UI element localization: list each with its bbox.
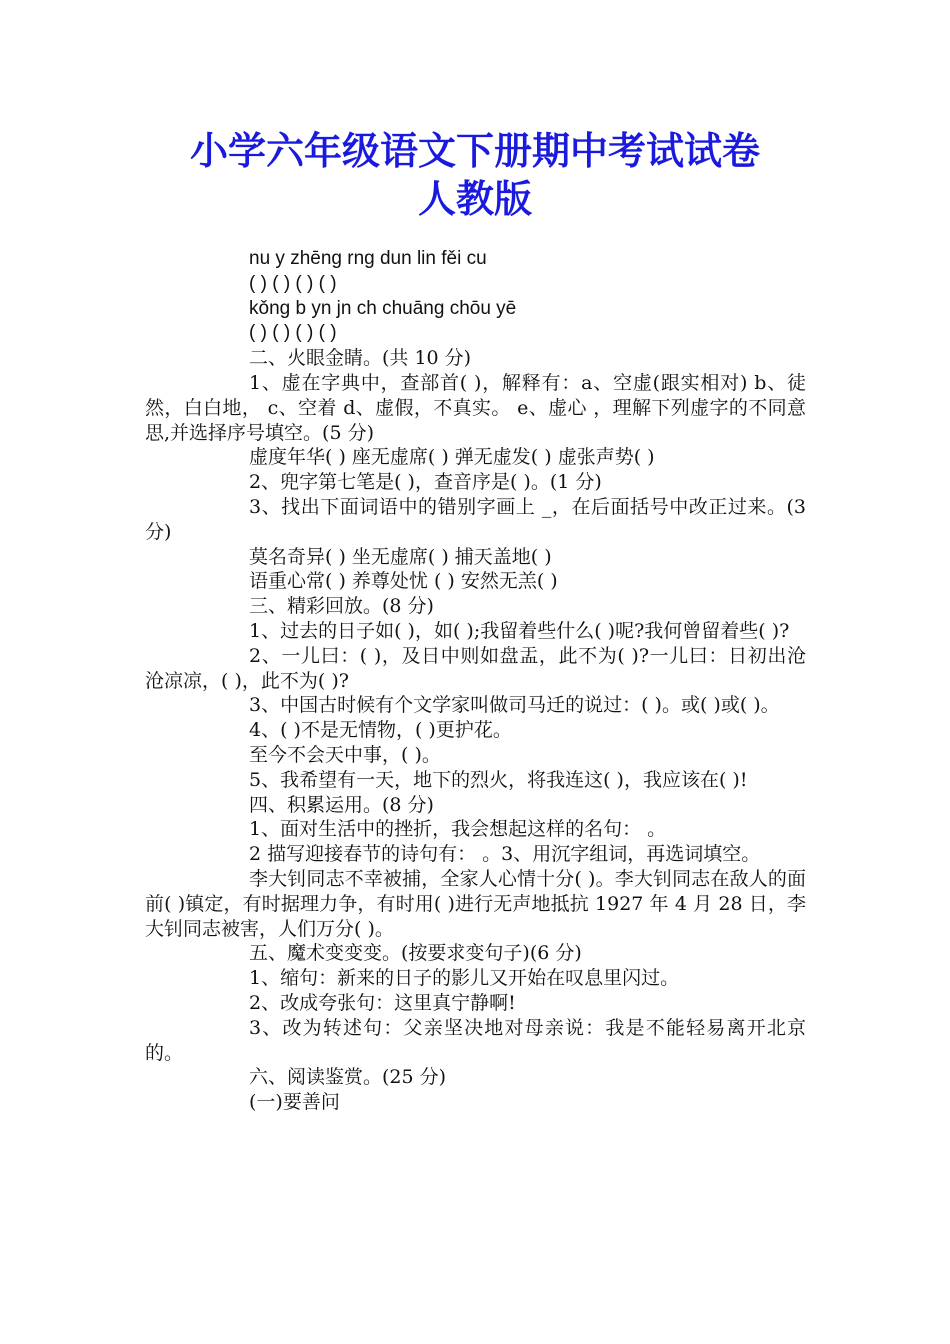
question-4-3-passage: 李大钊同志不幸被捕，全家人心情十分( )。李大钊同志在敌人的面前( )镇定，有时据理力争，有时用( )进行无声地抵抗 1927 年 4 月 28 日，李大钊同志被害，人们万分( )。 [145, 867, 806, 940]
question-2-1: 1、虚在字典中，查部首( )，解释有：a、空虚(跟实相对) b、徒然，白白地， c、空着 d、虚假，不真实。 e、虚心 ，理解下列虚字的不同意思,并选择序号填空。(5 分) [145, 371, 806, 444]
question-2-3: 3、找出下面词语中的错别字画上 _，在后面括号中改正过来。(3 分) [145, 495, 806, 543]
pinyin-line-1: nu y zhēng rng dun lin fěi cu [249, 248, 487, 269]
document-body [145, 247, 806, 1115]
question-2-3-items-a: 莫名奇异( ) 坐无虚席( ) 捕天盖地( ) [249, 545, 552, 568]
answer-brackets-1: ( ) ( ) ( ) ( ) [249, 272, 337, 294]
question-3-2: 2、一儿曰：( )，及日中则如盘盂，此不为( )?一儿曰：日初出沧沧凉凉，( )，此不为( )? [145, 644, 806, 692]
question-3-4: 4、( )不是无情物，( )更护花。 [249, 719, 512, 742]
section-2-heading: 二、火眼金睛。(共 10 分) [249, 347, 472, 370]
question-3-4-cont: 至今不会天中事，( )。 [249, 743, 441, 766]
section-4-heading: 四、积累运用。(8 分) [249, 793, 434, 816]
question-5-3: 3、改为转述句：父亲坚决地对母亲说：我是不能轻易离开北京的。 [145, 1016, 806, 1064]
section-6-subheading: (一)要善问 [249, 1091, 340, 1114]
question-3-1: 1、过去的日子如( )，如( );我留着些什么( )呢?我何曾留着些( )? [249, 619, 790, 642]
question-2-3-items-b: 语重心常( ) 养尊处忧 ( ) 安然无羔( ) [249, 570, 558, 593]
question-4-1: 1、面对生活中的挫折，我会想起这样的名句： 。 [249, 818, 667, 841]
question-3-5: 5、我希望有一天，地下的烈火，将我连这( )，我应该在( )! [249, 768, 748, 791]
question-5-1: 1、缩句：新来的日子的影儿又开始在叹息里闪过。 [249, 967, 680, 990]
question-5-2: 2、改成夸张句：这里真宁静啊! [249, 991, 516, 1014]
section-6-heading: 六、阅读鉴赏。(25 分) [249, 1066, 447, 1089]
pinyin-line-2: kǒng b yn jn ch chuāng chōu yē [249, 297, 517, 319]
question-2-2: 2、兜字第七笔是( )，查音序是( )。(1 分) [249, 471, 602, 494]
answer-brackets-2: ( ) ( ) ( ) ( ) [249, 322, 337, 344]
question-2-1-items: 虚度年华( ) 座无虚席( ) 弹无虚发( ) 虚张声势( ) [249, 446, 655, 469]
document-title-line-1: 小学六年级语文下册期中考试试卷 [189, 129, 760, 173]
section-5-heading: 五、魔术变变变。(按要求变句子)(6 分) [249, 942, 582, 965]
section-3-heading: 三、精彩回放。(8 分) [249, 595, 434, 618]
document-title-line-2: 人教版 [417, 177, 532, 221]
question-4-2-3: 2 描写迎接春节的诗句有： 。3、用沉字组词，再选词填空。 [249, 843, 761, 866]
question-3-3: 3、中国古时候有个文学家叫做司马迁的说过：( )。或( )或( )。 [249, 694, 780, 717]
